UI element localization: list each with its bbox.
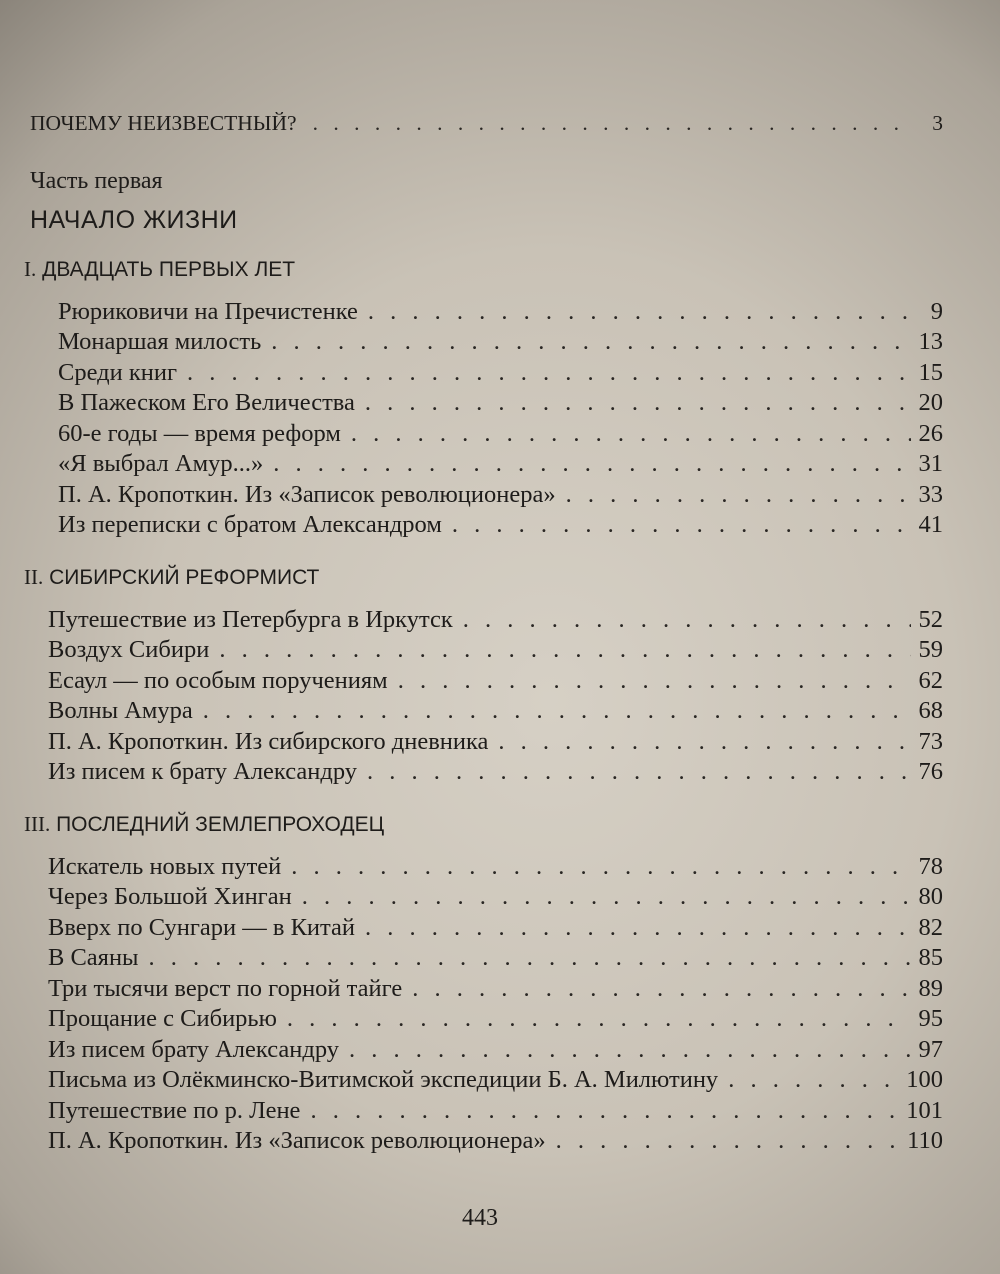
chapter-heading xyxy=(24,561,943,593)
toc-entry-page: 89 xyxy=(918,974,943,1002)
toc-entry-intro xyxy=(28,108,943,139)
toc-entry-title: В Пажеском Его Величества xyxy=(58,389,355,416)
toc-entry-page: 110 xyxy=(907,1127,943,1154)
toc-entry-page: 73 xyxy=(918,727,943,755)
toc-entry xyxy=(28,727,943,758)
toc-entry xyxy=(28,1035,943,1066)
toc-entry xyxy=(28,852,943,883)
toc-entry-title: Среди книг xyxy=(58,358,178,386)
toc-entry xyxy=(28,757,943,788)
toc-entry-title: Три тысячи верст по горной тайге xyxy=(48,974,403,1002)
toc-entry-title: Вверх по Сунгари — в Китай xyxy=(48,913,356,941)
dot-leader xyxy=(273,449,910,480)
toc-entry-page: 76 xyxy=(918,758,943,785)
page-number: 443 xyxy=(462,1205,498,1231)
dot-leader xyxy=(367,757,910,788)
dot-leader xyxy=(149,943,911,974)
toc-entry-title: ПОЧЕМУ НЕИЗВЕСТНЫЙ? xyxy=(30,111,297,135)
dot-leader xyxy=(498,727,910,758)
dot-leader xyxy=(566,480,911,511)
toc-entry-page: 20 xyxy=(918,389,943,416)
toc-entry xyxy=(28,388,943,419)
toc-entry-page: 31 xyxy=(918,450,943,477)
toc-entry-page: 68 xyxy=(918,697,943,724)
toc-entry-page: 13 xyxy=(918,328,943,355)
dot-leader xyxy=(271,327,910,358)
toc-entry-title: П. А. Кропоткин. Из «Записок революционера» xyxy=(48,1127,546,1154)
toc-entry xyxy=(28,696,943,727)
toc-entry-page: 62 xyxy=(918,666,943,694)
chapter-numeral: III. xyxy=(24,811,51,836)
dot-leader xyxy=(452,510,911,541)
toc-entry-title: П. А. Кропоткин. Из «Записок революционера» xyxy=(58,480,556,508)
toc-entry xyxy=(28,358,943,389)
chapter-numeral: I. xyxy=(24,256,37,281)
toc-entry-title: Монаршая милость xyxy=(58,328,262,355)
toc-entry-title: Воздух Сибири xyxy=(48,636,210,663)
toc-entry xyxy=(28,666,943,697)
toc-entry-page: 101 xyxy=(906,1096,943,1124)
toc-entry xyxy=(28,1126,943,1157)
toc-entry xyxy=(28,297,943,328)
toc-entry-title: Из писем брату Александру xyxy=(48,1035,339,1063)
toc-entry xyxy=(28,419,943,450)
toc-entry xyxy=(28,1096,943,1127)
toc-entry xyxy=(28,882,943,913)
toc-entry xyxy=(28,943,943,974)
dot-leader xyxy=(187,358,910,389)
dot-leader xyxy=(412,974,910,1005)
toc-entry-page: 9 xyxy=(930,297,943,325)
dot-leader xyxy=(463,605,911,636)
toc-entry-title: П. А. Кропоткин. Из сибирского дневника xyxy=(48,727,489,755)
toc-entry-page: 52 xyxy=(918,605,943,633)
chapter-title: СИБИРСКИЙ РЕФОРМИСТ xyxy=(49,565,320,589)
dot-leader xyxy=(349,1035,911,1066)
toc-entry-page: 80 xyxy=(918,883,943,910)
toc-entry xyxy=(28,449,943,480)
dot-leader xyxy=(556,1126,900,1157)
toc-entry-title: Прощание с Сибирью xyxy=(48,1005,277,1032)
dot-leader xyxy=(291,852,910,883)
dot-leader xyxy=(219,635,910,666)
toc-entry-title: Из писем к брату Александру xyxy=(48,758,358,785)
toc-entry-page: 97 xyxy=(918,1035,943,1063)
toc-entry-page: 15 xyxy=(918,358,943,386)
toc-entry-page: 3 xyxy=(932,111,943,135)
part-title: НАЧАЛО ЖИЗНИ xyxy=(30,205,238,234)
toc-entry-title: «Я выбрал Амур...» xyxy=(58,450,264,477)
toc-entry-page: 26 xyxy=(918,419,943,447)
toc-entry xyxy=(28,635,943,666)
toc-entry xyxy=(28,1065,943,1096)
toc-entry xyxy=(28,1004,943,1035)
toc-entry-page: 41 xyxy=(918,511,943,538)
toc-entry xyxy=(28,605,943,636)
table-of-contents xyxy=(24,108,943,1157)
dot-leader xyxy=(728,1065,898,1096)
dot-leader xyxy=(287,1004,911,1035)
toc-entry-title: Волны Амура xyxy=(48,697,193,724)
chapter-title: ПОСЛЕДНИЙ ЗЕМЛЕПРОХОДЕЦ xyxy=(56,812,385,836)
toc-entry-title: Рюриковичи на Пречистенке xyxy=(58,297,358,325)
dot-leader xyxy=(365,388,911,419)
toc-entry-title: Через Большой Хинган xyxy=(48,883,292,910)
toc-entry-page: 100 xyxy=(906,1066,943,1093)
toc-entry xyxy=(28,327,943,358)
dot-leader xyxy=(365,913,910,944)
toc-entry-title: Путешествие по р. Лене xyxy=(48,1096,301,1124)
toc-entry-title: 60-е годы — время реформ xyxy=(58,419,341,447)
dot-leader xyxy=(203,696,911,727)
toc-entry-page: 95 xyxy=(918,1005,943,1032)
toc-entry-page: 82 xyxy=(918,913,943,941)
toc-entry-title: Есаул — по особым поручениям xyxy=(48,666,388,694)
chapter-heading xyxy=(24,808,943,840)
toc-entry-title: Искатель новых путей xyxy=(48,852,282,880)
toc-entry-title: Из переписки с братом Александром xyxy=(58,511,442,538)
toc-entry-page: 59 xyxy=(918,636,943,663)
toc-entry-title: Путешествие из Петербурга в Иркутск xyxy=(48,605,453,633)
toc-entry-page: 78 xyxy=(918,852,943,880)
dot-leader xyxy=(398,666,911,697)
toc-entry xyxy=(28,510,943,541)
toc-entry xyxy=(28,913,943,944)
toc-entry xyxy=(28,480,943,511)
chapter-heading xyxy=(24,253,943,285)
dot-leader xyxy=(310,1096,898,1127)
toc-entry-title: В Саяны xyxy=(48,944,139,971)
dot-leader xyxy=(302,882,911,913)
dot-leader xyxy=(351,419,911,450)
part-label: Часть первая xyxy=(30,167,163,194)
dot-leader xyxy=(313,108,915,139)
chapter-numeral: II. xyxy=(24,564,44,589)
toc-entry-page: 85 xyxy=(918,944,943,971)
toc-entry xyxy=(28,974,943,1005)
chapter-title: ДВАДЦАТЬ ПЕРВЫХ ЛЕТ xyxy=(42,257,296,281)
toc-entry-title: Письма из Олёкминско-Витимской экспедиции Б. А. Милютину xyxy=(48,1066,719,1093)
dot-leader xyxy=(368,297,915,328)
toc-entry-page: 33 xyxy=(918,480,943,508)
